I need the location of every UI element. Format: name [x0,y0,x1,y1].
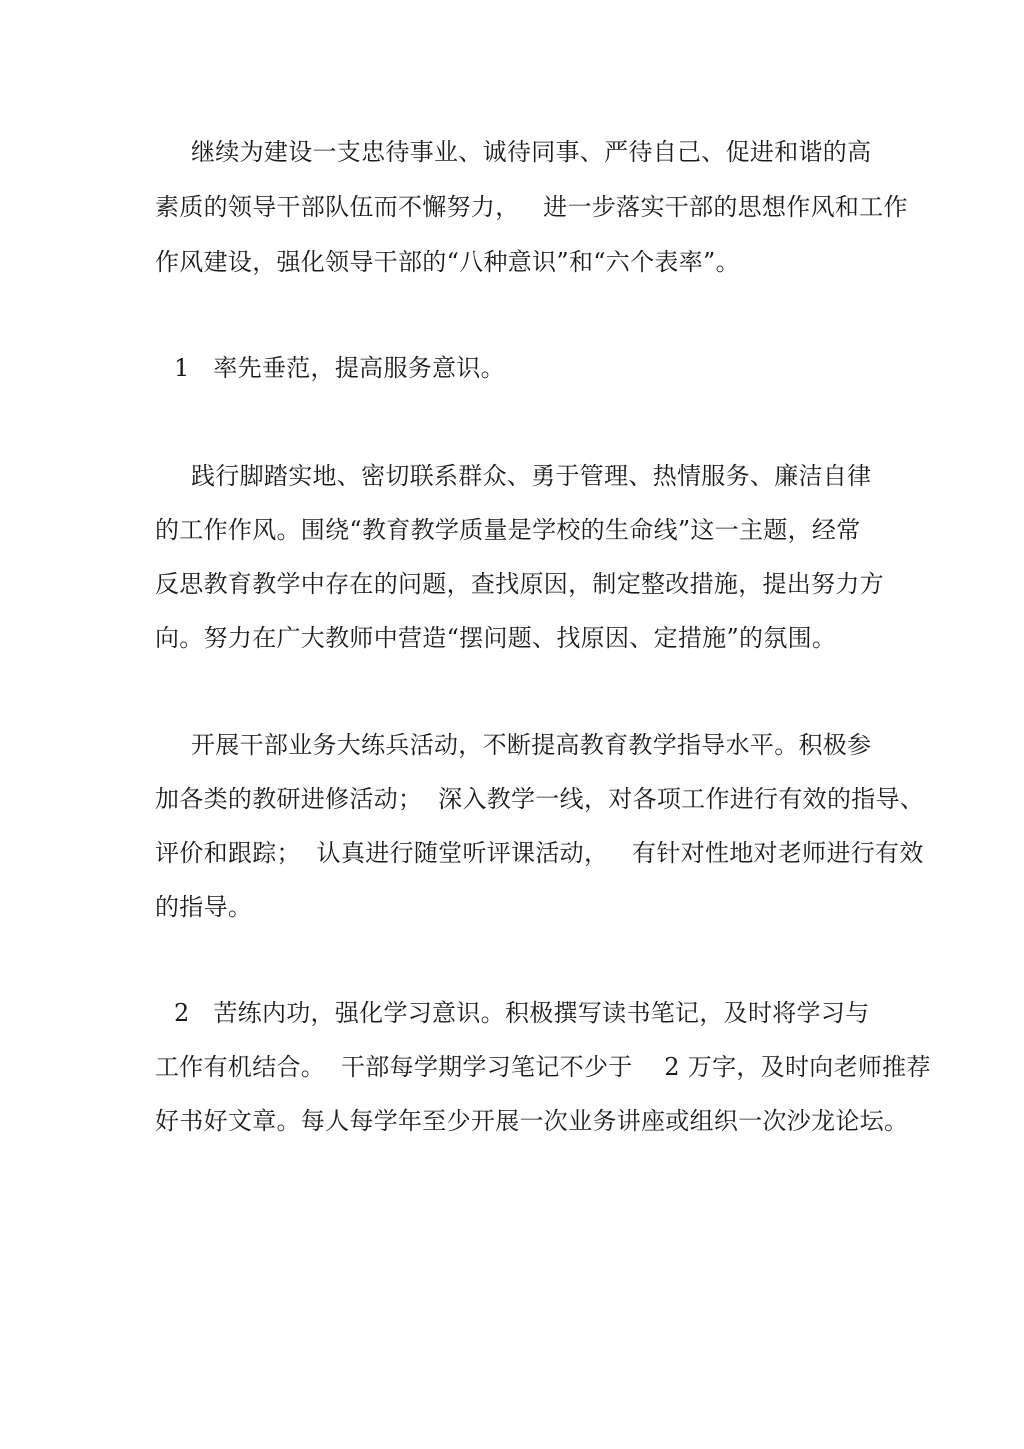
paragraph-2-line-1: 践行脚踏实地、密切联系群众、勇于管理、热情服务、廉洁自律 [191,462,872,490]
section-2-line-2: 工作有机结合。 干部每学期学习笔记不少于 2 万字，及时向老师推荐 [155,1053,931,1081]
paragraph-1-line-3: 作风建设，强化领导干部的“八种意识”和“六个表率”。 [155,248,740,276]
paragraph-3-line-4: 的指导。 [155,893,253,921]
paragraph-1-line-2: 素质的领导干部队伍而不懈努力， 进一步落实干部的思想作风和工作 [155,193,908,221]
paragraph-3-line-2: 加各类的教研进修活动； 深入教学一线，对各项工作进行有效的指导、 [155,785,925,813]
paragraph-2-line-4: 向。努力在广大教师中营造“摆问题、找原因、定措施”的氛围。 [155,624,837,652]
section-1-heading: 1 率先垂范，提高服务意识。 [174,354,505,382]
section-2-line-3: 好书好文章。每人每学年至少开展一次业务讲座或组织一次沙龙论坛。 [155,1107,909,1135]
paragraph-1-line-1: 继续为建设一支忠待事业、诚待同事、严待自己、促进和谐的高 [191,138,872,166]
section-2-line-1: 2 苦练内功，强化学习意识。积极撰写读书笔记，及时将学习与 [174,999,870,1027]
paragraph-2-line-2: 的工作作风。围绕“教育教学质量是学校的生命线”这一主题，经常 [155,516,861,544]
paragraph-3-line-3: 评价和跟踪； 认真进行随堂听评课活动， 有针对性地对老师进行有效 [155,839,924,867]
paragraph-2-line-3: 反思教育教学中存在的问题，查找原因，制定整改措施，提出努力方 [155,570,884,598]
paragraph-3-line-1: 开展干部业务大练兵活动，不断提高教育教学指导水平。积极参 [191,731,872,759]
